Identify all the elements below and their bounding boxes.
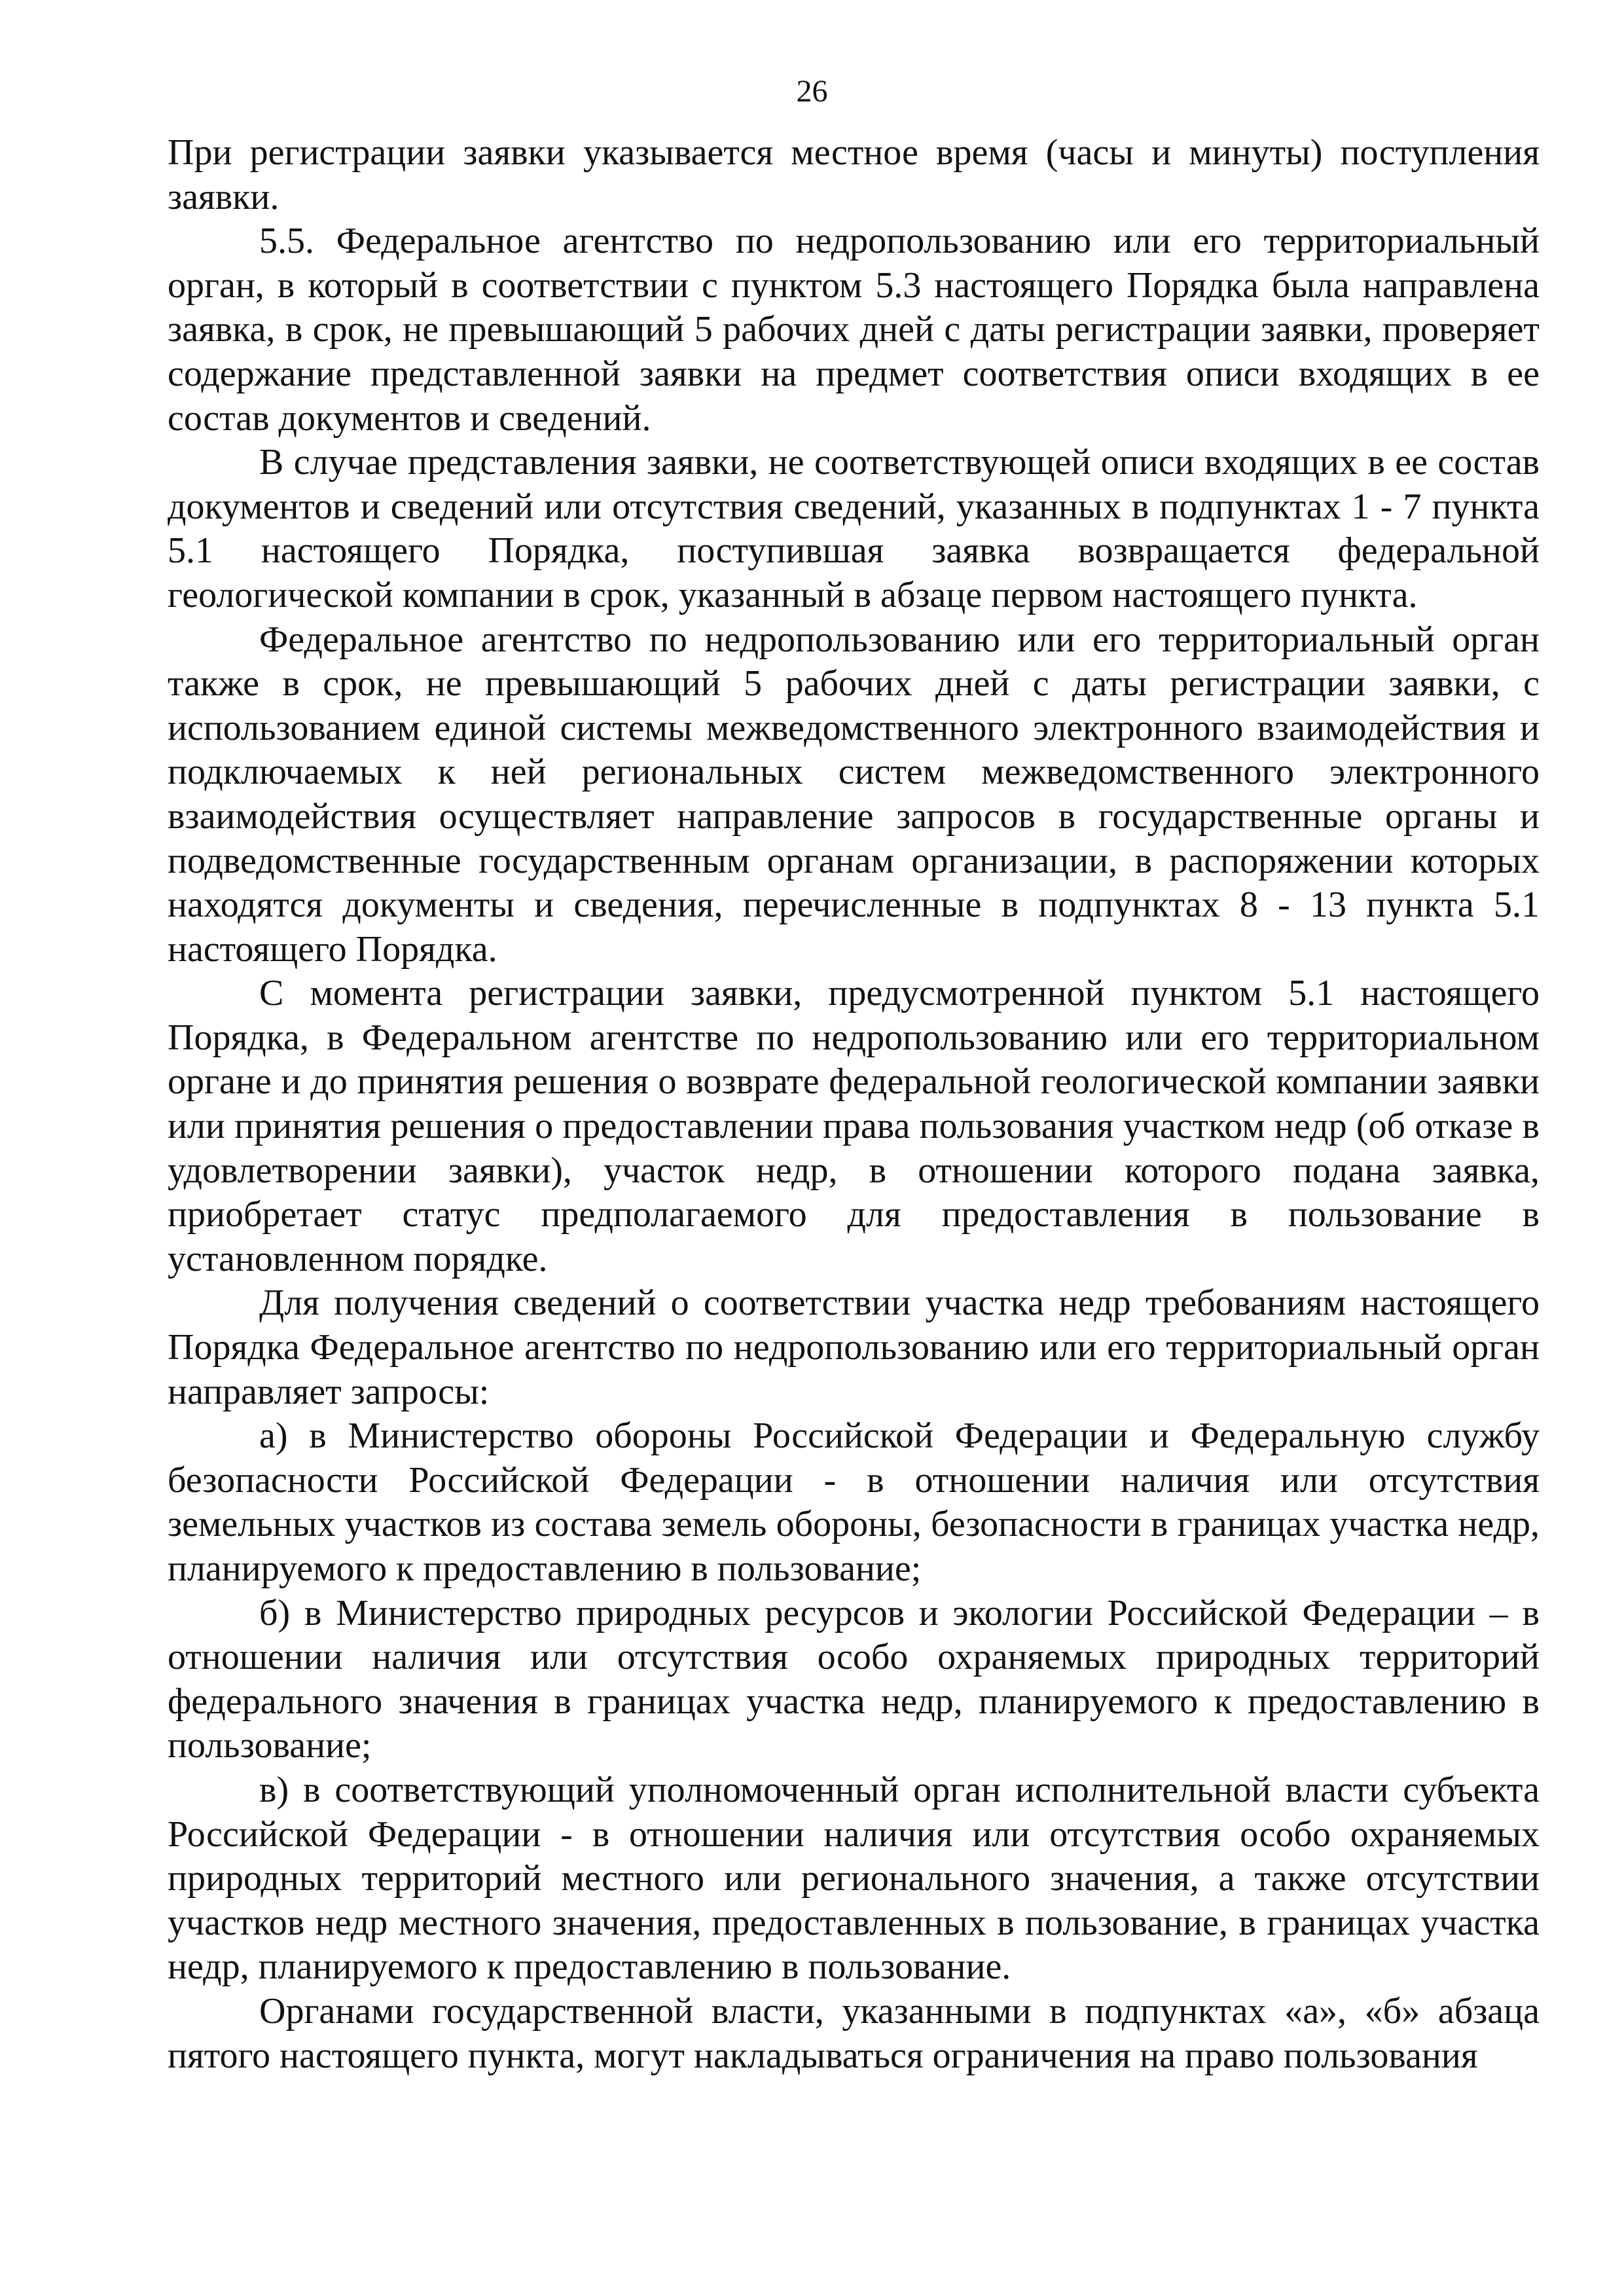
page-number: 26 bbox=[796, 74, 828, 109]
paragraph-requests-intro: Для получения сведений о соответствии участка недр требованиям настоящего Порядка Федеральное агентство по недропользованию или его территориальный орган направляет запросы: bbox=[168, 1283, 1540, 1412]
document-body bbox=[168, 131, 1540, 2078]
list-item-a: а) в Министерство обороны Российской Федерации и Федеральную службу безопасности Российской Федерации - в отношении наличия или отсутствия земельных участков из состава земель обороны, безопасности в границах участка недр, планируемого к предоставлению в пользование; bbox=[168, 1415, 1540, 1589]
paragraph-registration-time: При регистрации заявки указывается местное время (часы и минуты) поступления заявки. bbox=[168, 132, 1540, 217]
list-item-b: б) в Министерство природных ресурсов и экологии Российской Федерации – в отношении наличия или отсутствия особо охраняемых природных территорий федерального значения в границах участка недр, планируемого к предоставлению в пользование; bbox=[168, 1592, 1540, 1766]
paragraph-restrictions: Органами государственной власти, указанными в подпунктах «а», «б» абзаца пятого настоящего пункта, могут накладываться ограничения на право пользования bbox=[168, 1990, 1540, 2076]
paragraph-return-application: В случае представления заявки, не соответствующей описи входящих в ее состав документов и сведений или отсутствия сведений, указанных в подпунктах 1 - 7 пункта 5.1 настоящего Порядка, поступившая заявка возвращается федеральной геологической компании в срок, указанный в абзаце первом настоящего пункта. bbox=[168, 442, 1540, 615]
paragraph-interagency-requests: Федеральное агентство по недропользованию или его территориальный орган также в срок, не превышающий 5 рабочих дней с даты регистрации заявки, с использованием единой системы межведомственного электронного взаимодействия и подключаемых к ней региональных систем межведомственного электронного взаимодействия осуществляет направление запросов в государственные органы и подведомственные государственным органам организации, в распоряжении которых находятся документы и сведения, перечисленные в подпунктах 8 - 13 пункта 5.1 настоящего Порядка. bbox=[168, 619, 1540, 970]
paragraph-5-5: 5.5. Федеральное агентство по недропользованию или его территориальный орган, в который в соответствии с пунктом 5.3 настоящего Порядка была направлена заявка, в срок, не превышающий 5 рабочих дней с даты регистрации заявки, проверяет содержание представленной заявки на предмет соответствия описи входящих в ее состав документов и сведений. bbox=[168, 221, 1540, 439]
list-item-v: в) в соответствующий уполномоченный орган исполнительной власти субъекта Российской Федерации - в отношении наличия или отсутствия особо охраняемых природных территорий местного или регионального значения, а также отсутствии участков недр местного значения, предоставленных в пользование, в границах участка недр, планируемого к предоставлению в пользование. bbox=[168, 1769, 1540, 1988]
paragraph-status-of-plot: С момента регистрации заявки, предусмотренной пунктом 5.1 настоящего Порядка, в Федеральном агентстве по недропользованию или его территориальном органе и до принятия решения о возврате федеральной геологической компании заявки или принятия решения о предоставлении права пользования участком недр (об отказе в удовлетворении заявки), участок недр, в отношении которого подана заявка, приобретает статус предполагаемого для предоставления в пользование в установленном порядке. bbox=[168, 973, 1540, 1279]
